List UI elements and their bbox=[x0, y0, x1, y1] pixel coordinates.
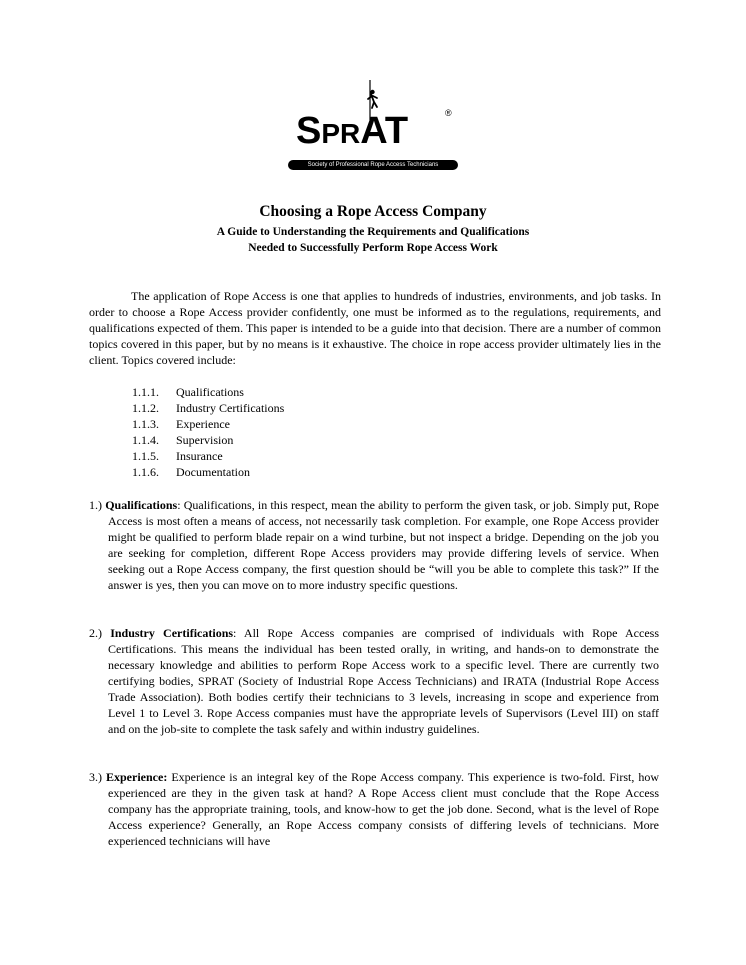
topic-label: Experience bbox=[176, 417, 230, 431]
document-subtitle bbox=[0, 224, 746, 256]
topic-item bbox=[132, 464, 284, 480]
section-number: 1.) bbox=[89, 498, 106, 512]
logo-tagline: Society of Professional Rope Access Technicians bbox=[288, 160, 458, 170]
section-number: 3.) bbox=[89, 770, 106, 784]
section-heading: Industry Certifications bbox=[110, 626, 234, 640]
subtitle-line: A Guide to Understanding the Requirements and Qualifications bbox=[216, 226, 530, 238]
sprat-logo bbox=[286, 80, 460, 174]
topic-number: 1.1.5. bbox=[132, 449, 159, 463]
topic-label: Supervision bbox=[176, 433, 234, 447]
section-text: All Rope Access companies are comprised of individuals with Rope Access Certifications. This means the individual has been tested orally, in writing, and hands-on to demonstrate the necessary knowledge and abilities to perform Rope Access work to a specific level. There are currently two certifying bodies, SPRAT (Society of Industrial Rope Access Technicians) and IRATA (Industrial Rope Access Trade Association). Both bodies certify their technicians to 3 levels, increasing in scope and experience from Level 1 to Level 3. Rope Access companies must have the appropriate levels of Supervisors (Level III) on staff and on the job-site to complete the task safely and within industry guidelines. bbox=[108, 626, 659, 736]
topic-label: Qualifications bbox=[176, 385, 244, 399]
section-number: 2.) bbox=[89, 626, 111, 640]
topic-number: 1.1.4. bbox=[132, 433, 159, 447]
section-text: Experience is an integral key of the Rope Access company. This experience is two-fold. First, how experienced are they in the given task at hand? A Rope Access client must conclude that the Rope Access company has the appropriate training, tools, and know-how to get the job done. Second, what is the level of Rope Access experience? Generally, an Rope Access company consists of differing levels of technicians. More experienced technicians will have bbox=[108, 770, 660, 848]
section-experience bbox=[89, 769, 659, 849]
section-industry-certifications bbox=[89, 625, 659, 737]
section-heading: Qualifications bbox=[105, 498, 178, 512]
topic-number: 1.1.6. bbox=[132, 465, 159, 479]
topic-number: 1.1.3. bbox=[132, 417, 159, 431]
topic-item bbox=[132, 400, 284, 416]
intro-text: The application of Rope Access is one that applies to hundreds of industries, environments, and job tasks. In order to choose a Rope Access provider confidently, one must be informed as to the regulations, requirements, and qualifications expected of them. This paper is intended to be a guide into that decision. There are a number of common topics covered in this paper, but by no means is it exhaustive. The choice in rope access provider ultimately lies in the client. Topics covered include: bbox=[89, 289, 661, 367]
topic-number: 1.1.1. bbox=[132, 385, 159, 399]
registered-mark: ® bbox=[445, 108, 452, 118]
logo-wordmark: SPRAT bbox=[296, 110, 409, 152]
section-qualifications bbox=[89, 497, 659, 593]
subtitle-line: Needed to Successfully Perform Rope Access Work bbox=[248, 242, 498, 254]
topic-label: Documentation bbox=[176, 465, 250, 479]
topic-item bbox=[132, 432, 284, 448]
topic-item bbox=[132, 384, 284, 400]
section-text: Qualifications, in this respect, mean the ability to perform the given task, or job. Simply put, Rope Access is most often a means of access, not necessarily task completion. For example, one Rope Access provider might be qualified to perform blade repair on a wind turbine, but not inspect a bridge. Depending on the job you are seeking for completion, different Rope Access providers may provide differing levels of service. When seeking out a Rope Access company, the first question should be “will you be able to complete this task?” If the answer is yes, then you can move on to more industry specific questions. bbox=[108, 498, 659, 592]
topics-list bbox=[132, 384, 284, 480]
topic-item bbox=[132, 448, 284, 464]
section-separator: : bbox=[233, 626, 244, 640]
topic-label: Industry Certifications bbox=[176, 401, 285, 415]
topic-label: Insurance bbox=[176, 449, 223, 463]
document-title: Choosing a Rope Access Company bbox=[259, 203, 487, 220]
intro-paragraph bbox=[89, 288, 661, 368]
topic-item bbox=[132, 416, 284, 432]
section-heading: Experience: bbox=[106, 770, 168, 784]
topic-number: 1.1.2. bbox=[132, 401, 159, 415]
section-separator: : bbox=[177, 498, 184, 512]
